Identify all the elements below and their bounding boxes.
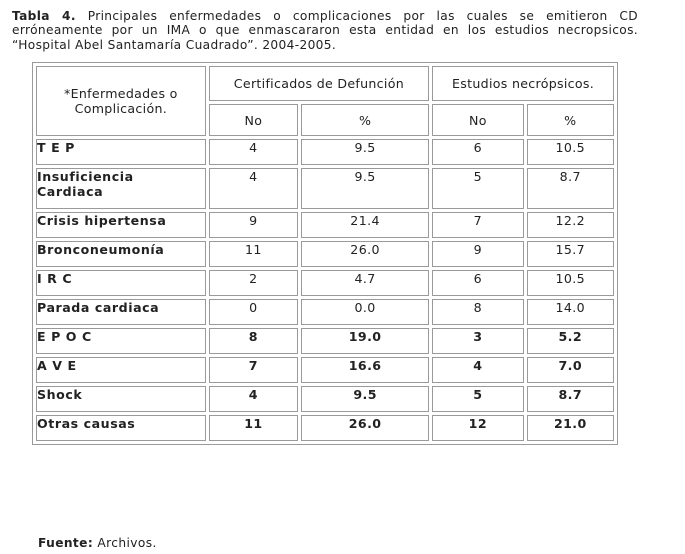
table-row [36,357,614,383]
cell-en-no: 5 [432,168,523,209]
cell-en-no: 8 [432,299,523,325]
table-row [36,241,614,267]
table-row [36,299,614,325]
cell-en-no: 7 [432,212,523,238]
cell-cd-pct: 4.7 [301,270,429,296]
cell-en-pct: 15.7 [527,241,614,267]
source-note [38,536,157,550]
cell-en-pct: 21.0 [527,415,614,441]
cell-cd-pct: 26.0 [301,415,429,441]
cell-en-pct: 14.0 [527,299,614,325]
row-label: I R C [36,270,206,296]
cell-cd-pct: 16.6 [301,357,429,383]
cell-en-no: 6 [432,139,523,165]
cell-cd-pct: 26.0 [301,241,429,267]
subheader-en-no: No [432,104,523,136]
cell-cd-pct: 0.0 [301,299,429,325]
cell-cd-pct: 19.0 [301,328,429,354]
cell-cd-pct: 9.5 [301,168,429,209]
cell-cd-no: 0 [209,299,298,325]
row-label: Otras causas [36,415,206,441]
header-disease: *Enfermedades o Complicación. [36,66,206,136]
row-label: A V E [36,357,206,383]
cell-cd-pct: 9.5 [301,386,429,412]
table-caption [12,9,638,52]
row-label: Crisis hipertensa [36,212,206,238]
cell-en-pct: 5.2 [527,328,614,354]
cell-en-pct: 8.7 [527,168,614,209]
row-label: T E P [36,139,206,165]
subheader-cd-pct: % [301,104,429,136]
table-row [36,328,614,354]
cell-cd-no: 7 [209,357,298,383]
cell-cd-pct: 9.5 [301,139,429,165]
cell-cd-no: 4 [209,168,298,209]
cell-en-pct: 10.5 [527,139,614,165]
cell-en-no: 5 [432,386,523,412]
cell-en-no: 12 [432,415,523,441]
table-row [36,168,614,209]
cell-en-pct: 10.5 [527,270,614,296]
caption-text: Principales enfermedades o complicaciones por las cuales se emitieron CD erróneamente por un IMA o que enmascararon esta entidad en los estudios necropsicos. “Hospital Abel Santamaría Cuadrado”. 2004-2005. [12,9,638,52]
cell-cd-no: 9 [209,212,298,238]
subheader-cd-no: No [209,104,298,136]
row-label: E P O C [36,328,206,354]
table-row [36,386,614,412]
row-label: Shock [36,386,206,412]
row-label: Parada cardiaca [36,299,206,325]
cell-cd-pct: 21.4 [301,212,429,238]
table-row [36,270,614,296]
cell-en-no: 4 [432,357,523,383]
cell-cd-no: 8 [209,328,298,354]
cell-en-pct: 12.2 [527,212,614,238]
header-death-certificates: Certificados de Defunción [209,66,429,101]
row-label: Insuficiencia Cardiaca [36,168,206,209]
source-text: Archivos. [97,536,157,550]
cell-en-pct: 8.7 [527,386,614,412]
cell-cd-no: 4 [209,386,298,412]
table-row [36,212,614,238]
cell-en-pct: 7.0 [527,357,614,383]
header-necropsy-studies: Estudios necrópsicos. [432,66,614,101]
table-row [36,139,614,165]
data-table [32,62,618,445]
subheader-en-pct: % [527,104,614,136]
caption-label: Tabla 4. [12,9,76,23]
source-label: Fuente: [38,536,94,550]
cell-en-no: 6 [432,270,523,296]
cell-cd-no: 4 [209,139,298,165]
cell-cd-no: 11 [209,241,298,267]
cell-en-no: 9 [432,241,523,267]
table-row [36,415,614,441]
cell-en-no: 3 [432,328,523,354]
cell-cd-no: 11 [209,415,298,441]
row-label: Bronconeumonía [36,241,206,267]
cell-cd-no: 2 [209,270,298,296]
